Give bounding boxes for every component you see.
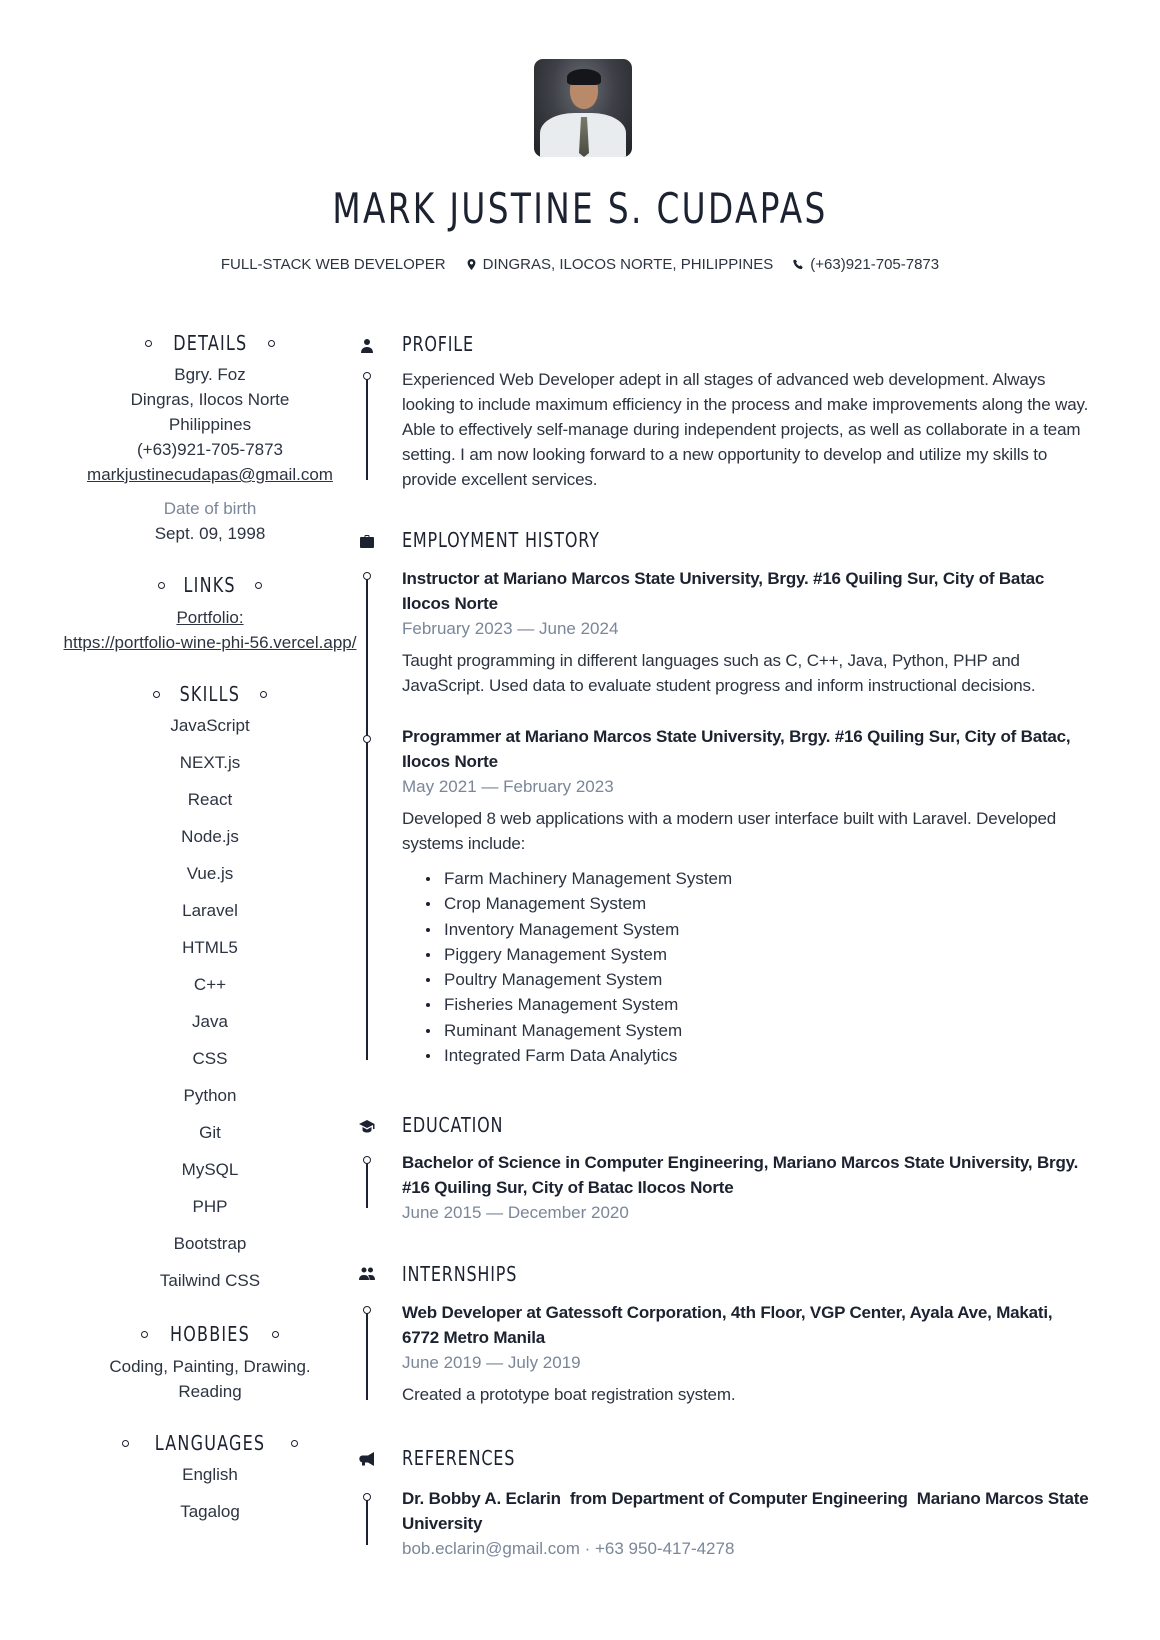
education-section	[402, 1150, 1092, 1225]
timeline-dot	[363, 372, 371, 380]
system-item: Poultry Management System	[424, 967, 1092, 992]
phone-text: (+63)921-705-7873	[810, 256, 940, 273]
skill-item: Vue.js	[186, 864, 234, 883]
email-link[interactable]: markjustinecudapas@gmail.com	[87, 465, 333, 484]
job-title-text: FULL-STACK WEB DEVELOPER	[220, 256, 446, 273]
job-dates: February 2023 — June 2024	[402, 619, 619, 638]
job-title: Instructor at Mariano Marcos State University, Brgy. #16 Quiling Sur, City of Batac Ilocos Norte	[402, 569, 1045, 613]
ring-icon	[122, 1440, 129, 1447]
location-text: DINGRAS, ILOCOS NORTE, PHILIPPINES	[482, 256, 774, 273]
job-description: Developed 8 web applications with a modern user interface built with Laravel. Developed systems include:	[402, 809, 1057, 853]
skill-item: Node.js	[181, 827, 239, 846]
ring-icon	[141, 1331, 148, 1338]
skill-item: NEXT.js	[179, 753, 241, 772]
timeline-dot	[363, 1493, 371, 1501]
languages-heading-text: LANGUAGES	[154, 1431, 266, 1455]
ring-icon	[260, 691, 267, 698]
language-item: Tagalog	[180, 1502, 240, 1521]
internship-dates: June 2019 — July 2019	[402, 1353, 581, 1372]
header-subline	[0, 256, 1160, 273]
references-section	[402, 1486, 1092, 1561]
employment-timeline-line	[366, 576, 368, 1060]
skill-item: C++	[193, 975, 227, 994]
languages-list	[60, 1456, 360, 1530]
details-heading	[60, 330, 360, 356]
portfolio-label-link[interactable]: Portfolio:	[176, 608, 244, 627]
timeline-dot	[363, 1306, 371, 1314]
skills-heading	[60, 681, 360, 707]
skill-item: Git	[199, 1123, 221, 1142]
skill-item: Java	[192, 1012, 228, 1031]
system-item: Crop Management System	[424, 891, 1092, 916]
systems-list	[424, 866, 1092, 1068]
hobbies-text: Coding, Painting, Drawing. Reading	[109, 1357, 311, 1401]
languages-section	[60, 1430, 360, 1530]
language-item: English	[182, 1465, 238, 1484]
skill-item: Bootstrap	[173, 1234, 247, 1253]
skill-item: HTML5	[182, 938, 238, 957]
dob-label: Date of birth	[163, 499, 257, 518]
skill-item: Python	[183, 1086, 237, 1105]
skill-item: JavaScript	[170, 716, 250, 735]
education-dates: June 2015 — December 2020	[402, 1203, 629, 1222]
profile-photo	[534, 59, 632, 157]
skill-item: MySQL	[181, 1160, 239, 1179]
profile-summary: Experienced Web Developer adept in all stages of advanced web development. Always looking to include maximum efficiency in the process and make improvements along the way. Able to effectively self-manage during independent projects, as well as collaborate in a team setting. I am now looking forward to a new opportunity to develop and utilize my skills to provide excellent services.	[402, 370, 1089, 489]
links-heading	[60, 572, 360, 598]
system-item: Inventory Management System	[424, 917, 1092, 942]
links-section	[60, 572, 360, 655]
timeline-dot	[363, 1156, 371, 1164]
candidate-name: MARK JUSTINE S. CUDAPAS	[332, 184, 828, 233]
map-pin-icon	[466, 259, 477, 270]
languages-heading	[60, 1430, 360, 1456]
links-heading-text: LINKS	[183, 573, 237, 597]
job-description: Taught programming in different languages such as C, C++, Java, Python, PHP and JavaScript. Used data to evaluate student progress and inform instructional decisions.	[402, 651, 1036, 695]
system-item: Farm Machinery Management System	[424, 866, 1092, 891]
ring-icon	[255, 582, 262, 589]
skill-item: Laravel	[182, 901, 238, 920]
reference-title: Dr. Bobby A. Eclarin from Department of Computer Engineering Mariano Marcos State University	[402, 1489, 1094, 1533]
details-section	[60, 330, 360, 546]
employment-heading: EMPLOYMENT HISTORY	[402, 528, 600, 552]
timeline-dot	[363, 735, 371, 743]
education-heading: EDUCATION	[402, 1113, 504, 1137]
job-entry	[402, 566, 1092, 698]
profile-heading: PROFILE	[402, 332, 474, 356]
reference-contact: bob.eclarin@gmail.com · +63 950-417-4278	[402, 1539, 735, 1558]
system-item: Integrated Farm Data Analytics	[424, 1043, 1092, 1068]
system-item: Ruminant Management System	[424, 1018, 1092, 1043]
job-entry	[402, 724, 1092, 1068]
ring-icon	[158, 582, 165, 589]
references-timeline-line	[366, 1497, 368, 1545]
skill-item: Tailwind CSS	[159, 1271, 261, 1290]
header-location	[466, 256, 774, 273]
phone-icon	[793, 259, 804, 270]
skill-item: CSS	[192, 1049, 228, 1068]
portfolio-url-link[interactable]: https://portfolio-wine-phi-56.vercel.app/	[63, 633, 357, 652]
internship-description: Created a prototype boat registration system.	[402, 1385, 736, 1404]
employment-section	[402, 566, 1092, 1068]
internships-section	[402, 1300, 1092, 1407]
photo-hair-shape	[567, 69, 601, 85]
references-heading: REFERENCES	[402, 1446, 516, 1470]
address-line-1: Bgry. Foz	[174, 365, 246, 384]
left-column	[60, 330, 360, 1530]
details-phone: (+63)921-705-7873	[136, 440, 284, 459]
graduation-cap-icon	[359, 1118, 375, 1134]
hobbies-heading-text: HOBBIES	[170, 1322, 250, 1346]
header-phone	[793, 256, 939, 273]
ring-icon	[153, 691, 160, 698]
briefcase-icon	[359, 534, 375, 550]
job-title	[221, 256, 446, 273]
system-item: Fisheries Management System	[424, 992, 1092, 1017]
skill-item: PHP	[192, 1197, 228, 1216]
person-icon	[359, 338, 375, 354]
people-icon	[359, 1266, 375, 1282]
details-heading-text: DETAILS	[172, 331, 248, 355]
address-line-3: Philippines	[168, 415, 252, 434]
internships-heading: INTERNSHIPS	[402, 1262, 518, 1286]
job-dates: May 2021 — February 2023	[402, 777, 614, 796]
megaphone-icon	[359, 1451, 375, 1467]
profile-timeline-line	[366, 376, 368, 480]
skills-heading-text: SKILLS	[179, 682, 241, 706]
address-line-2: Dingras, Ilocos Norte	[130, 390, 290, 409]
ring-icon	[272, 1331, 279, 1338]
education-timeline-line	[366, 1160, 368, 1208]
internship-title: Web Developer at Gatessoft Corporation, 4th Floor, VGP Center, Ayala Ave, Makati, 6772 Metro Manila	[402, 1303, 1053, 1347]
ring-icon	[145, 340, 152, 347]
timeline-dot	[363, 572, 371, 580]
job-title: Programmer at Mariano Marcos State University, Brgy. #16 Quiling Sur, City of Batac, Ilocos Norte	[402, 727, 1071, 771]
education-title: Bachelor of Science in Computer Engineering, Mariano Marcos State University, Brgy. #16 Quiling Sur, City of Batac Ilocos Norte	[402, 1153, 1079, 1197]
ring-icon	[268, 340, 275, 347]
skills-list	[60, 707, 360, 1299]
internships-timeline-line	[366, 1310, 368, 1400]
skill-item: React	[187, 790, 233, 809]
hobbies-section	[60, 1321, 360, 1404]
skills-section	[60, 681, 360, 1299]
ring-icon	[291, 1440, 298, 1447]
hobbies-heading	[60, 1321, 360, 1347]
profile-section	[402, 367, 1092, 492]
system-item: Piggery Management System	[424, 942, 1092, 967]
dob-value: Sept. 09, 1998	[154, 524, 266, 543]
